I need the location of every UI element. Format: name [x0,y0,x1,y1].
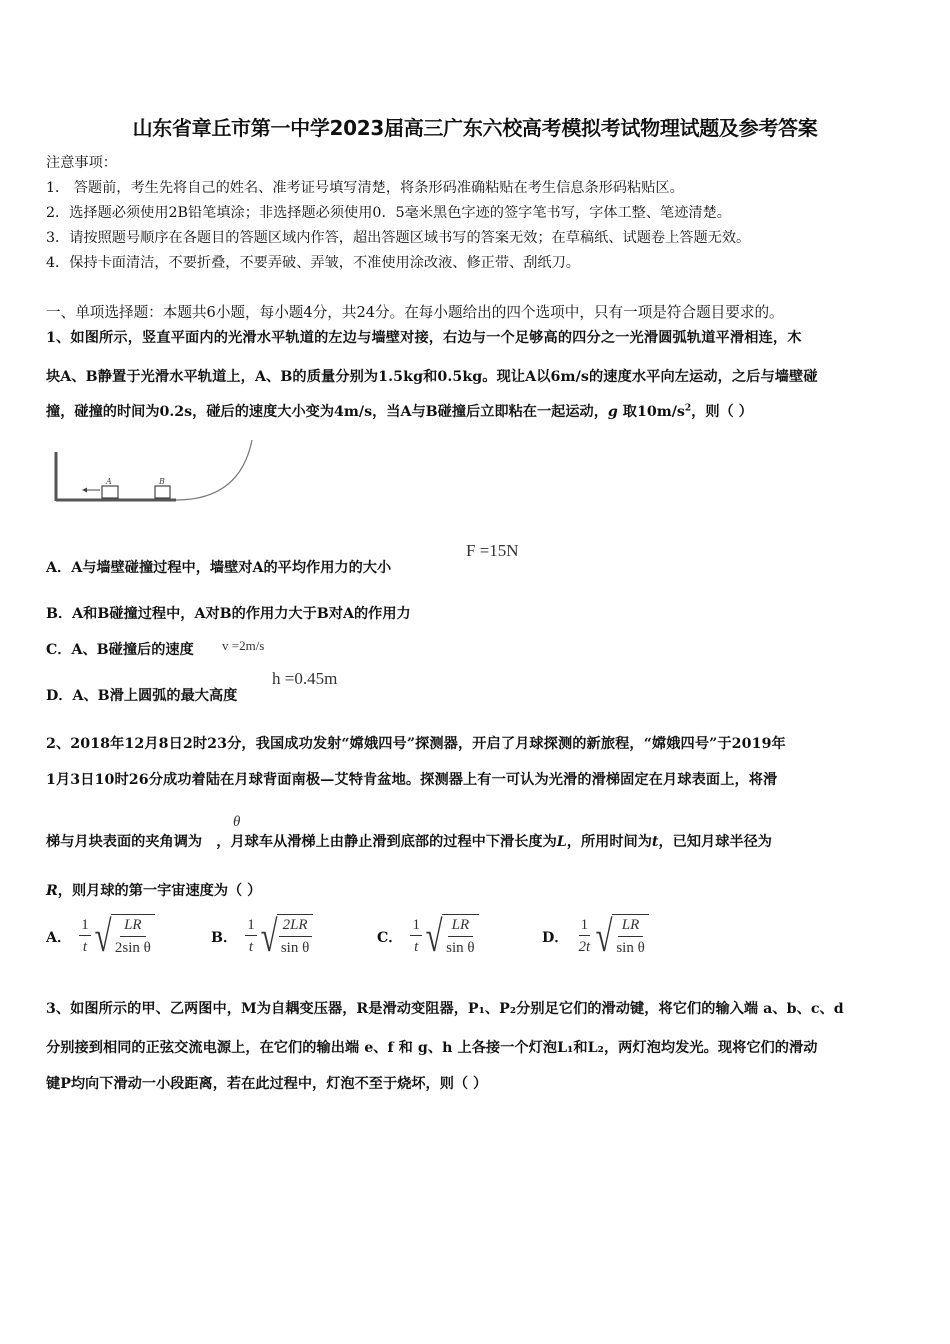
svg-text:A: A [106,477,112,486]
q1-option-c-math: v =2m/s [222,638,265,653]
q1-option-d: D．A、B滑上圆弧的最大高度 [46,688,238,704]
q3-line: 3、如图所示的甲、乙两图中，M为自耦变压器，R是滑动变阻器，P₁、P₂分别足它们的滑动键，将它们的输入端 a、b、c、d [46,1001,844,1017]
q2-option-b: B． $\frac{1}{t}$ √ 2LR sin θ [211,914,313,959]
note-item: 4．保持卡面清洁，不要折叠，不要弄破、弄皱，不准使用涂改液、修正带、刮纸刀。 [46,255,580,271]
q2-option-a: A． $\frac{1}{t}$ √ LR 2sin θ [46,914,155,959]
block-a [102,486,118,498]
q2-line: 梯与月块表面的夹角调为 ，月球车从滑梯上由静止滑到底部的过程中下滑长度为L，所用时间为t，已知月球半径为 [46,834,772,850]
notes-heading: 注意事项： [46,155,117,171]
note-item: 3．请按照题号顺序在各题目的答题区域内作答，超出答题区域书写的答案无效；在草稿纸、试题卷上答题无效。 [46,230,751,246]
block-b [155,486,170,498]
section-heading: 一、单项选择题：本题共6小题，每小题4分，共24分。在每小题给出的四个选项中，只有一项是符合题目要求的。 [46,304,784,321]
q2-theta: θ [233,814,241,830]
q1-line: 撞，碰撞的时间为0.2s，碰后的速度大小变为4m/s，当A与B碰撞后立即粘在一起运动，g 取$10m/s^2$，则（ ） [46,403,753,420]
q1-line: 块A、B静置于光滑水平轨道上，A、B的质量分别为1.5kg和0.5kg。现让A以6m/s的速度水平向左运动，之后与墙壁碰 [46,369,818,385]
svg-text:B: B [159,477,165,486]
q1-option-a-math: F =15N [466,541,519,560]
q3-line: 分别接到相同的正弦交流电源上，在它们的输出端 e、f 和 g、h 上各接一个灯泡L₁和L₂，两灯泡均发光。现将它们的滑动 [46,1040,818,1056]
q3-line: 键P均向下滑动一小段距离，若在此过程中，灯泡不至于烧坏，则（ ） [46,1076,488,1092]
q2-line: 1月3日10时26分成功着陆在月球背面南极—艾特肯盆地。探测器上有一可认为光滑的滑梯固定在月球表面上，将滑 [46,772,778,788]
q1-option-c: C．A、B碰撞后的速度 [46,642,194,658]
q1-figure [40,428,270,508]
page-title: 山东省章丘市第一中学2023届高三广东六校高考模拟考试物理试题及参考答案 [132,116,818,140]
q2-option-c: C． $\frac{1}{t}$ √ LR sin θ [377,914,479,959]
q1-option-b: B．A和B碰撞过程中，A对B的作用力大于B对A的作用力 [46,606,411,622]
q1-option-d-math: h =0.45m [272,669,338,688]
note-item: 2．选择题必须使用2B铅笔填涂；非选择题必须使用0．5毫米黑色字迹的签字笔书写，字体工整、笔迹清楚。 [46,205,731,221]
q2-option-d: D． $\frac{1}{2t}$ √ LR sin θ [542,914,649,959]
q2-line: 2、2018年12月8日2时23分，我国成功发射“嫦娥四号”探测器，开启了月球探测的新旅程，“嫦娥四号”于2019年 [46,736,786,752]
q1-option-a: A．A与墙壁碰撞过程中，墙壁对A的平均作用力的大小 [46,560,392,576]
note-item: 1． 答题前，考生先将自己的姓名、准考证号填写清楚，将条形码准确粘贴在考生信息条形码粘贴区。 [46,180,684,196]
q2-line: R，则月球的第一宇宙速度为（ ） [46,883,262,899]
q1-line: 1、如图所示，竖直平面内的光滑水平轨道的左边与墙壁对接，右边与一个足够高的四分之一光滑圆弧轨道平滑相连，木 [46,330,802,346]
